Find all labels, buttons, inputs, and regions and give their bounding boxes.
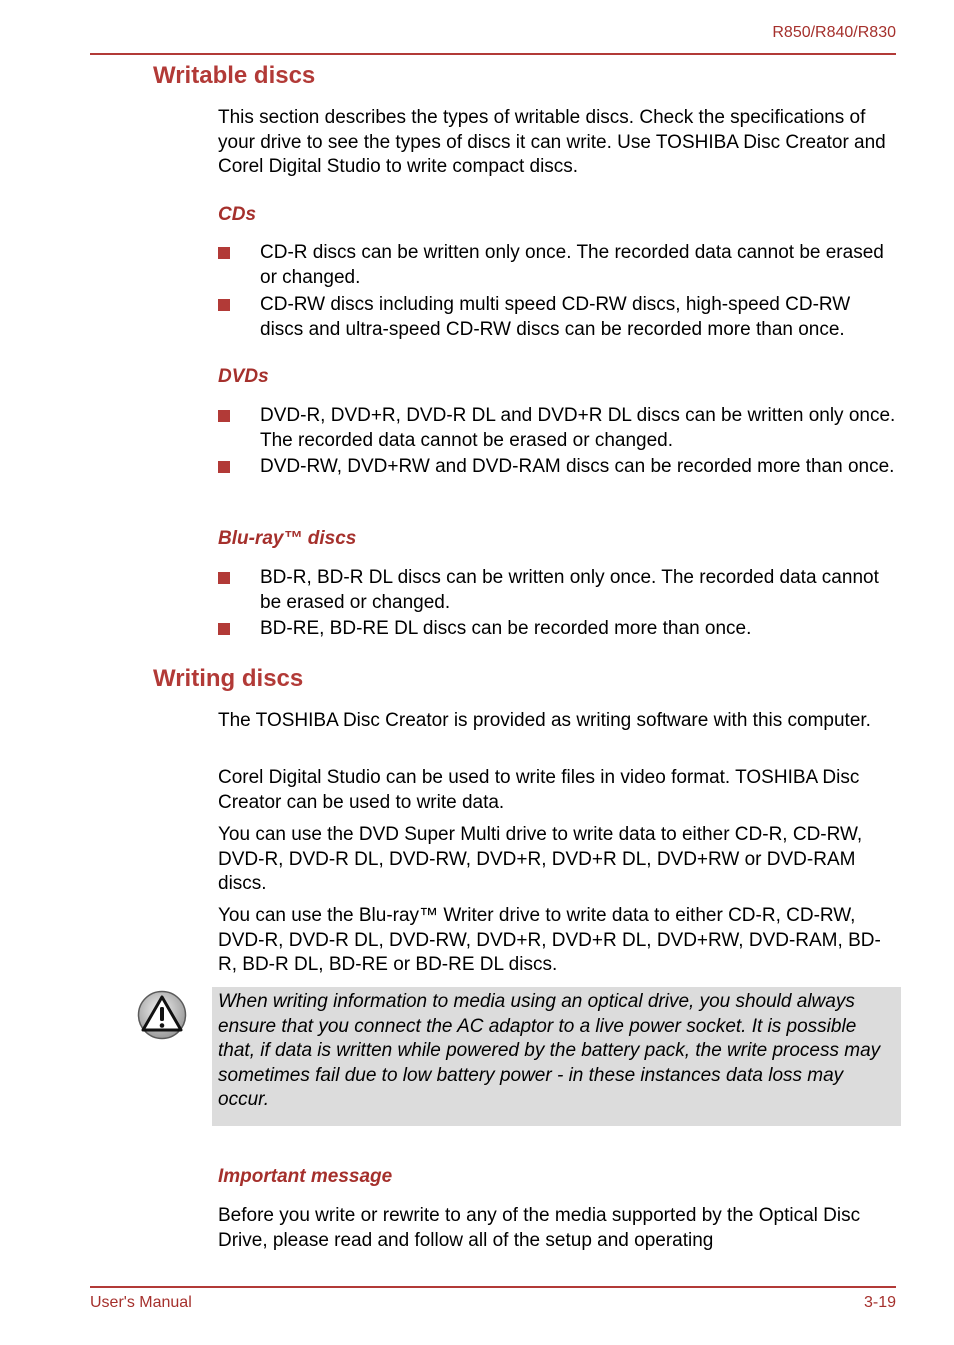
bullet-square-icon [218,572,230,584]
header-model-number: R850/R840/R830 [772,24,896,41]
bullet-square-icon [218,461,230,473]
section-title-writable-discs: Writable discs [153,62,316,89]
warning-note-text: When writing information to media using an optical drive, you should always ensure that you connect the AC adaptor to a live power socket. It is possible that, if data is written while powered by the battery pack, the write process may sometimes fail due to low battery power - in these instances data loss may occur. [218,991,881,1110]
list-item-text: DVD-R, DVD+R, DVD-R DL and DVD+R DL discs can be written only once. The recorded data cannot be erased or changed. [260,405,896,451]
bullet-square-icon [218,623,230,635]
list-item-text: CD-RW discs including multi speed CD-RW discs, high-speed CD-RW discs and ultra-speed CD-RW discs can be recorded more than once. [260,294,851,340]
list-item-text: BD-R, BD-R DL discs can be written only once. The recorded data cannot be erased or changed. [260,567,879,613]
section-title-writing-discs: Writing discs [153,665,304,692]
writable-intro: This section describes the types of writable discs. Check the specifications of your drive to see the types of discs it can write. Use TOSHIBA Disc Creator and Corel Digital Studio to write compact discs. [218,107,886,177]
writing-paragraph: Corel Digital Studio can be used to write files in video format. TOSHIBA Disc Creator can be used to write data. [218,767,860,813]
list-item-text: CD-R discs can be written only once. The recorded data cannot be erased or changed. [260,242,884,288]
important-message-text: Before you write or rewrite to any of the media supported by the Optical Disc Drive, please read and follow all of the setup and operating [218,1205,861,1251]
list-item [218,404,898,453]
bullet-square-icon [218,299,230,311]
footer-page-number: 3-19 [863,1294,896,1311]
writing-paragraph: The TOSHIBA Disc Creator is provided as writing software with this computer. [218,710,871,731]
bullet-square-icon [218,247,230,259]
list-item [218,293,898,342]
header-rule [90,53,896,55]
list-item-text: DVD-RW, DVD+RW and DVD-RAM discs can be recorded more than once. [260,456,895,477]
subsection-title-important-message: Important message [218,1166,393,1187]
list-item [218,617,898,642]
list-item-text: BD-RE, BD-RE DL discs can be recorded more than once. [260,618,752,639]
writing-paragraph: You can use the Blu-ray™ Writer drive to write data to either CD-R, CD-RW, DVD-R, DVD-R DL, DVD-RW, DVD+R, DVD+R DL, DVD+RW, DVD-RAM, BD-R, BD-R DL, BD-RE or BD-RE DL discs. [218,905,881,975]
warning-note-box [212,987,901,1126]
list-item [218,455,898,480]
warning-triangle-icon [137,990,187,1040]
footer-manual-title: User's Manual [90,1294,192,1311]
subsection-title-dvds: DVDs [218,366,269,387]
footer-rule [90,1286,896,1288]
writing-paragraph: You can use the DVD Super Multi drive to write data to either CD-R, CD-RW, DVD-R, DVD-R DL, DVD-RW, DVD+R, DVD+R DL, DVD+RW or DVD-RAM discs. [218,824,863,894]
list-item [218,241,898,290]
subsection-title-cds: CDs [218,204,257,225]
bullet-square-icon [218,410,230,422]
list-item [218,566,898,615]
subsection-title-bluray: Blu-ray™ discs [218,528,357,549]
